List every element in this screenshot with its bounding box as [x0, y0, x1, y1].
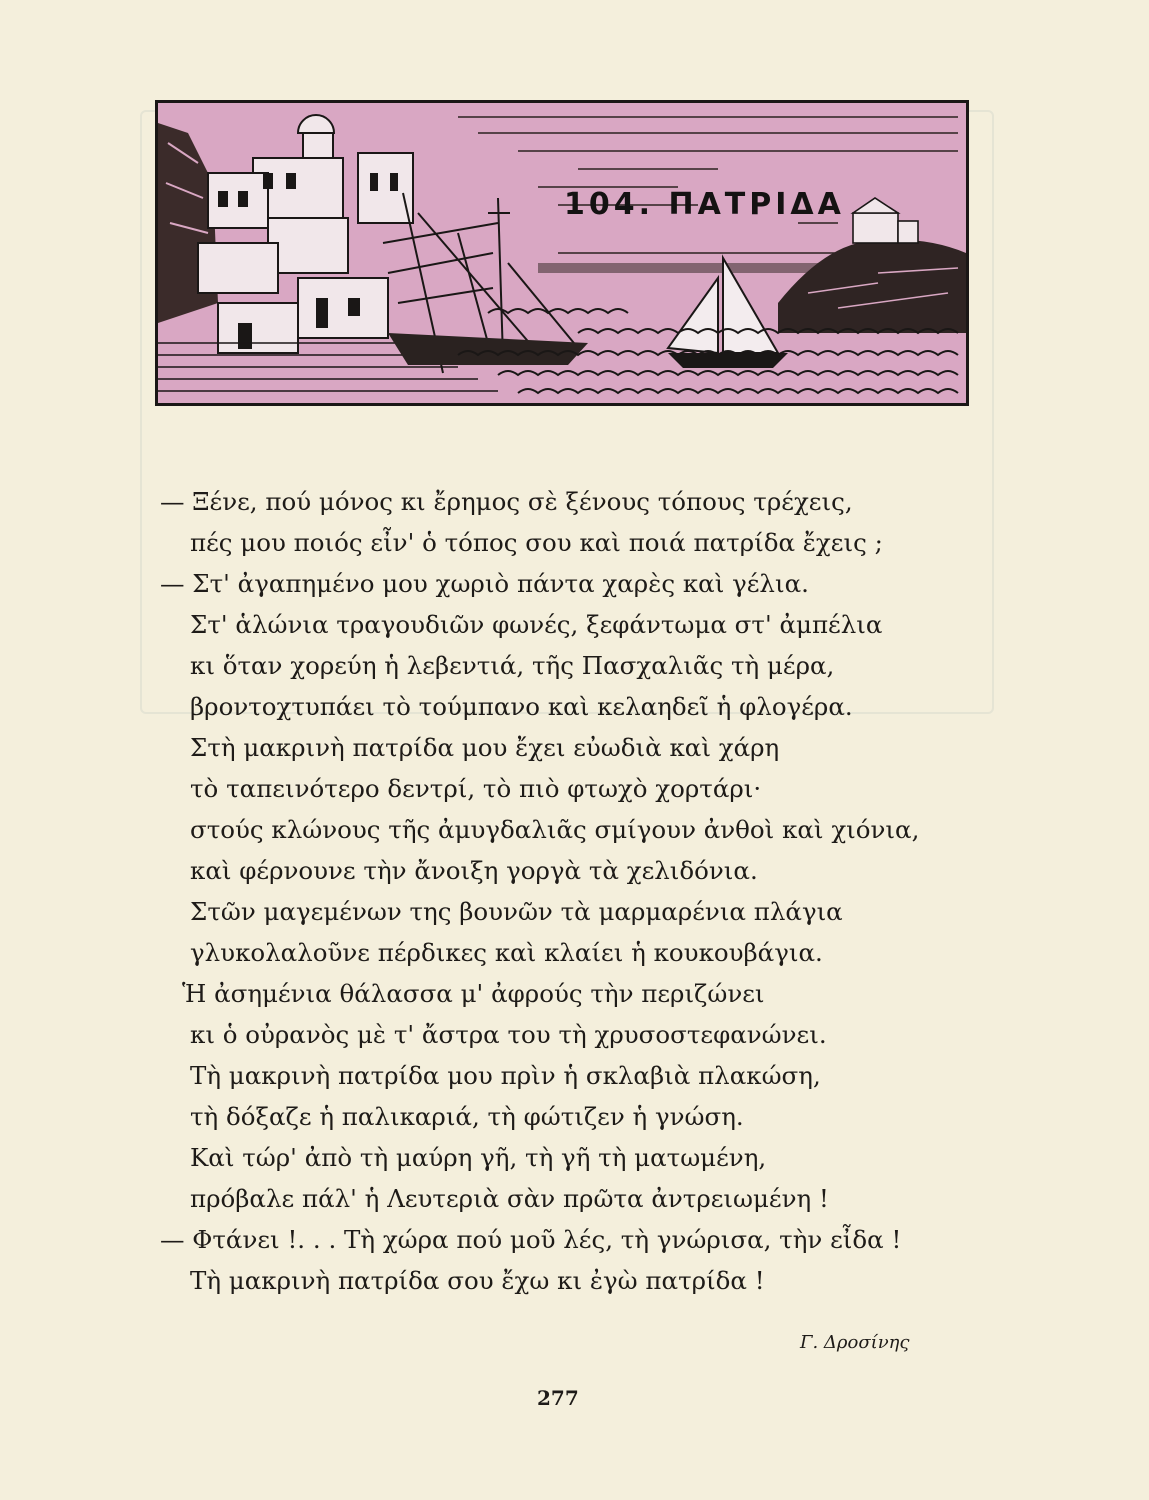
poem-line: Καὶ τώρ' ἀπὸ τὴ μαύρη γῆ, τὴ γῆ τὴ ματωμένη, — [190, 1143, 767, 1172]
poem-line: Στ' ἁλώνια τραγουδιῶν φωνές, ξεφάντωμα στ' ἀμπέλια — [190, 610, 883, 639]
poem-line: Ἡ ἀσημένια θάλασσα μ' ἀφρούς τὴν περιζώνει — [182, 979, 765, 1008]
poem-line: πές μου ποιός εἶν' ὁ τόπος σου καὶ ποιά πατρίδα ἔχεις ; — [190, 528, 883, 557]
poem-line: γλυκολαλοῦνε πέρδικες καὶ κλαίει ἡ κουκουβάγια. — [190, 938, 823, 967]
poem-line: — Ξένε, πού μόνος κι ἔρημος σὲ ξένους τόπους τρέχεις, — [160, 487, 853, 516]
poem-line: βροντοχτυπάει τὸ τούμπανο καὶ κελαηδεῖ ἡ φλογέρα. — [190, 692, 853, 721]
poem-line: Τὴ μακρινὴ πατρίδα σου ἔχω κι ἐγὼ πατρίδα ! — [190, 1266, 765, 1295]
poem-line: Τὴ μακρινὴ πατρίδα μου πρὶν ἡ σκλαβιὰ πλακώση, — [190, 1061, 821, 1090]
poem-line: στούς κλώνους τῆς ἀμυγδαλιᾶς σμίγουν ἀνθοὶ καὶ χιόνια, — [190, 815, 920, 844]
poem-line: Στῶν μαγεμένων της βουνῶν τὰ μαρμαρένια πλάγια — [190, 897, 843, 926]
poem-title: 104. ΠΑΤΡΙΔΑ — [564, 187, 845, 222]
page-number: 277 — [537, 1386, 579, 1410]
poem-author: Γ. Δροσίνης — [800, 1332, 910, 1353]
poem-line: Στὴ μακρινὴ πατρίδα μου ἔχει εὐωδιὰ καὶ χάρη — [190, 733, 780, 762]
poem-line: πρόβαλε πάλ' ἡ Λευτεριὰ σὰν πρῶτα ἀντρειωμένη ! — [190, 1184, 829, 1213]
poem-line: τὴ δόξαζε ἡ παλικαριά, τὴ φώτιζεν ἡ γνώση. — [190, 1102, 744, 1131]
poem-line: κι ὅταν χορεύη ἡ λεβεντιά, τῆς Πασχαλιᾶς τὴ μέρα, — [190, 651, 835, 680]
poem-line: τὸ ταπεινότερο δεντρί, τὸ πιὸ φτωχὸ χορτάρι· — [190, 774, 762, 803]
poem-line: — Στ' ἀγαπημένο μου χωριὸ πάντα χαρὲς καὶ γέλια. — [160, 569, 809, 598]
poem-line: κι ὁ οὐρανὸς μὲ τ' ἄστρα του τὴ χρυσοστεφανώνει. — [190, 1020, 827, 1049]
poem-line: καὶ φέρνουνε τὴν ἄνοιξη γοργὰ τὰ χελιδόνια. — [190, 856, 758, 885]
poem-line: — Φτάνει !. . . Τὴ χώρα πού μοῦ λές, τὴ γνώρισα, τὴν εἶδα ! — [160, 1225, 902, 1254]
